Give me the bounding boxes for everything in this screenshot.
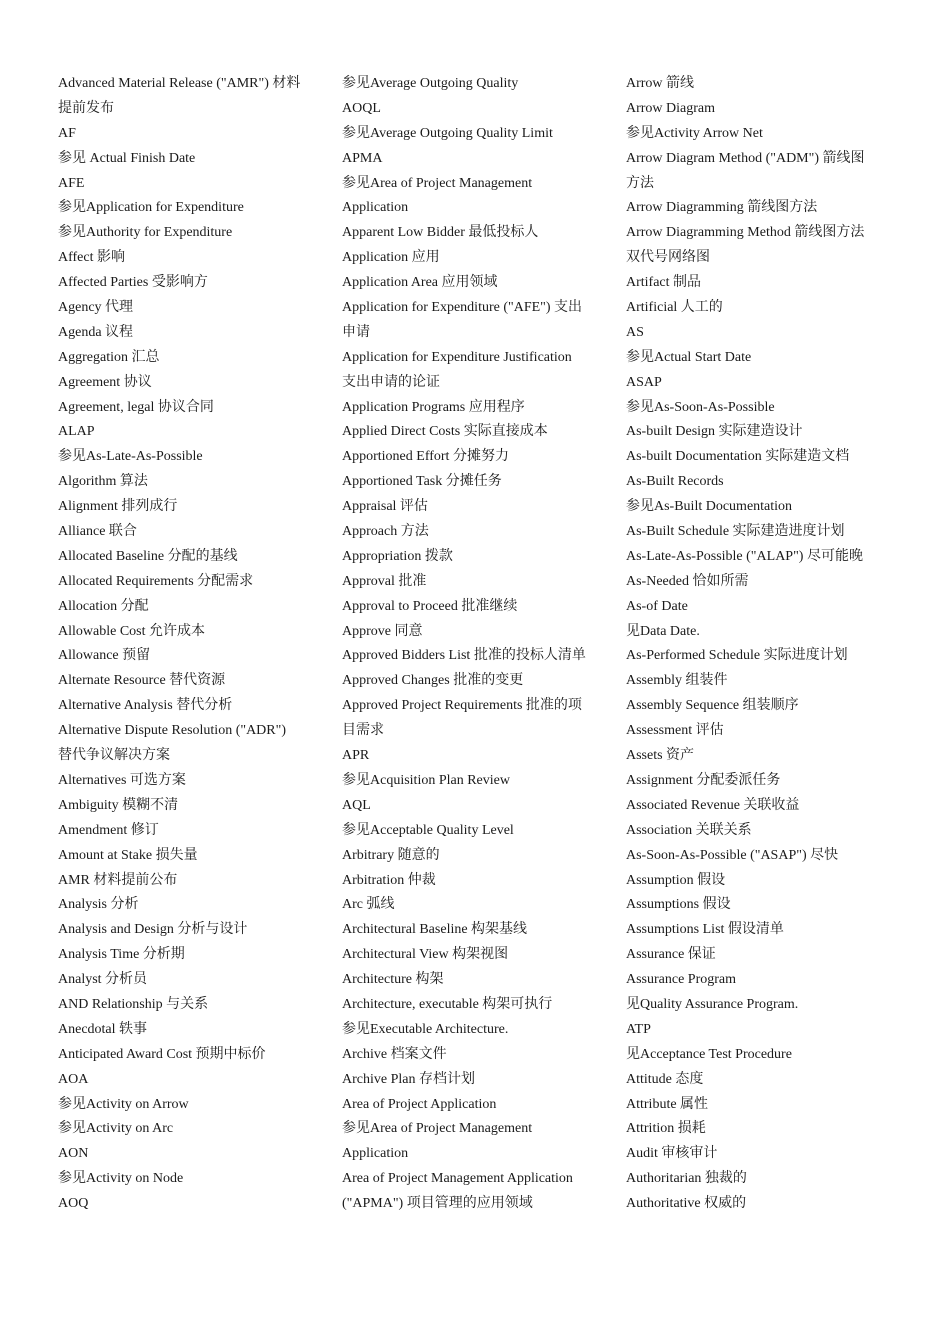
- glossary-line: Associated Revenue 关联收益: [626, 797, 800, 813]
- glossary-line: Application 应用: [342, 250, 440, 266]
- glossary-line: As-built Design 实际建造设计: [626, 424, 803, 440]
- glossary-line: Agreement, legal 协议合同: [58, 399, 214, 415]
- glossary-line: Attitude 态度: [626, 1071, 704, 1087]
- glossary-line: Assumptions List 假设清单: [626, 922, 784, 938]
- glossary-line: Agenda 议程: [58, 324, 134, 340]
- glossary-line: Alliance 联合: [58, 524, 137, 540]
- glossary-line: Assignment 分配委派任务: [626, 772, 781, 788]
- glossary-line: 参见As-Soon-As-Possible: [626, 399, 775, 415]
- glossary-line: 参见Acceptable Quality Level: [342, 822, 514, 838]
- glossary-line: Application for Expenditure ("AFE") 支出: [342, 300, 583, 316]
- glossary-line: ALAP: [58, 424, 95, 440]
- glossary-line: AON: [58, 1146, 89, 1162]
- glossary-line: Agency 代理: [58, 300, 134, 316]
- glossary-line: As-Late-As-Possible ("ALAP") 尽可能晚: [626, 548, 863, 564]
- glossary-line: Arbitrary 随意的: [342, 847, 440, 863]
- glossary-line: Apportioned Task 分摊任务: [342, 474, 502, 490]
- glossary-line: APMA: [342, 150, 383, 166]
- glossary-line: Association 关联关系: [626, 822, 752, 838]
- glossary-line: 参见Application for Expenditure: [58, 200, 244, 216]
- glossary-line: ATP: [626, 1021, 651, 1037]
- glossary-line: 参见Activity on Arc: [58, 1121, 174, 1137]
- glossary-line: Alternate Resource 替代资源: [58, 673, 226, 689]
- glossary-line: ASAP: [626, 374, 662, 390]
- glossary-line: Arbitration 仲裁: [342, 872, 436, 888]
- glossary-line: Assessment 评估: [626, 723, 724, 739]
- glossary-line: 参见Area of Project Management: [342, 1121, 533, 1137]
- glossary-line: Alignment 排列成行: [58, 499, 178, 515]
- glossary-line: Alternatives 可选方案: [58, 772, 186, 788]
- glossary-line: As-Built Schedule 实际建造进度计划: [626, 524, 845, 540]
- glossary-line: 提前发布: [58, 100, 114, 116]
- glossary-line: Anticipated Award Cost 预期中标价: [58, 1046, 266, 1062]
- glossary-line: 参见 Actual Finish Date: [58, 150, 196, 166]
- glossary-line: Application for Expenditure Justification: [342, 349, 572, 365]
- glossary-line: Application Programs 应用程序: [342, 399, 525, 415]
- glossary-line: AF: [58, 125, 76, 141]
- glossary-line: Approach 方法: [342, 524, 429, 540]
- glossary-line: As-Soon-As-Possible ("ASAP") 尽快: [626, 847, 839, 863]
- glossary-line: Application: [342, 1146, 409, 1162]
- glossary-line: AND Relationship 与关系: [58, 996, 209, 1012]
- glossary-line: Applied Direct Costs 实际直接成本: [342, 424, 548, 440]
- glossary-line: Approved Project Requirements 批准的项: [342, 698, 582, 714]
- glossary-line: Architectural View 构架视图: [342, 947, 509, 963]
- glossary-line: AFE: [58, 175, 85, 191]
- glossary-column-1: [58, 72, 328, 1217]
- glossary-line: 申请: [342, 324, 370, 340]
- glossary-line: AOQ: [58, 1196, 89, 1212]
- glossary-line: 见Quality Assurance Program.: [626, 996, 799, 1012]
- glossary-line: Analysis 分析: [58, 897, 139, 913]
- glossary-line: Affected Parties 受影响方: [58, 275, 208, 291]
- glossary-line: As-Built Records: [626, 474, 724, 490]
- glossary-line: Approval to Proceed 批准继续: [342, 598, 518, 614]
- glossary-line: APR: [342, 748, 370, 764]
- glossary-line: Advanced Material Release ("AMR") 材料: [58, 76, 301, 91]
- glossary-line: Assumptions 假设: [626, 897, 731, 913]
- glossary-line: 参见Average Outgoing Quality Limit: [342, 125, 553, 141]
- glossary-line: AOQL: [342, 100, 381, 116]
- glossary-line: Application Area 应用领域: [342, 275, 498, 291]
- glossary-line: Analysis and Design 分析与设计: [58, 922, 248, 938]
- glossary-line: Allocated Requirements 分配需求: [58, 573, 254, 589]
- glossary-line: 目需求: [342, 723, 384, 739]
- glossary-line: Application: [342, 200, 409, 216]
- glossary-line: ("APMA") 项目管理的应用领域: [342, 1196, 533, 1212]
- glossary-line: Archive Plan 存档计划: [342, 1071, 475, 1087]
- glossary-line: Arrow 箭线: [626, 76, 695, 91]
- glossary-line: Arrow Diagramming Method 箭线图方法: [626, 225, 865, 241]
- glossary-line: Analyst 分析员: [58, 972, 148, 988]
- glossary-line: Artifact 制品: [626, 275, 702, 291]
- glossary-line: As-of Date: [626, 598, 688, 614]
- glossary-line: Architecture, executable 构架可执行: [342, 996, 553, 1012]
- glossary-line: Apportioned Effort 分摊努力: [342, 449, 509, 465]
- glossary-line: Allowable Cost 允许成本: [58, 623, 205, 639]
- glossary-line: As-Performed Schedule 实际进度计划: [626, 648, 848, 664]
- glossary-line: Allocated Baseline 分配的基线: [58, 548, 238, 564]
- glossary-line: Approval 批准: [342, 573, 427, 589]
- glossary-line: 参见As-Built Documentation: [626, 499, 793, 515]
- glossary-line: Architectural Baseline 构架基线: [342, 922, 528, 938]
- glossary-line: Approved Bidders List 批准的投标人清单: [342, 648, 586, 664]
- glossary-line: As-built Documentation 实际建造文档: [626, 449, 850, 465]
- glossary-line: AS: [626, 324, 644, 340]
- glossary-line: 替代争议解决方案: [58, 748, 170, 764]
- glossary-line: Aggregation 汇总: [58, 349, 160, 365]
- glossary-line: Approved Changes 批准的变更: [342, 673, 524, 689]
- glossary-line: Attribute 属性: [626, 1096, 709, 1112]
- glossary-line: Alternative Analysis 替代分析: [58, 698, 233, 714]
- glossary-line: AOA: [58, 1071, 89, 1087]
- glossary-line: Allowance 预留: [58, 648, 151, 664]
- glossary-line: Assurance 保证: [626, 947, 716, 963]
- glossary-line: Appropriation 拨款: [342, 548, 453, 564]
- glossary-line: Audit 审核审计: [626, 1146, 718, 1162]
- glossary-line: Amount at Stake 损失量: [58, 847, 198, 863]
- glossary-line: Assembly Sequence 组装顺序: [626, 698, 799, 714]
- glossary-line: 见Acceptance Test Procedure: [626, 1046, 792, 1062]
- glossary-line: Authoritative 权威的: [626, 1196, 747, 1212]
- glossary-line: As-Needed 恰如所需: [626, 573, 749, 589]
- glossary-line: Architecture 构架: [342, 972, 444, 988]
- glossary-line: 参见As-Late-As-Possible: [58, 449, 203, 465]
- glossary-line: Affect 影响: [58, 250, 125, 266]
- glossary-line: 参见Acquisition Plan Review: [342, 772, 510, 788]
- glossary-line: Arrow Diagram Method ("ADM") 箭线图: [626, 150, 865, 166]
- glossary-line: 双代号网络图: [626, 250, 710, 266]
- glossary-line: Alternative Dispute Resolution ("ADR"): [58, 723, 287, 739]
- glossary-line: 参见Average Outgoing Quality: [342, 76, 519, 91]
- glossary-line: 参见Actual Start Date: [626, 349, 752, 365]
- glossary-line: Amendment 修订: [58, 822, 159, 838]
- glossary-line: 参见Authority for Expenditure: [58, 225, 233, 241]
- glossary-line: Artificial 人工的: [626, 300, 723, 316]
- glossary-line: Agreement 协议: [58, 374, 152, 390]
- glossary-line: 方法: [626, 175, 654, 191]
- glossary-line: Arrow Diagram: [626, 100, 716, 116]
- glossary-line: Algorithm 算法: [58, 474, 148, 490]
- glossary-line: Apparent Low Bidder 最低投标人: [342, 225, 539, 241]
- glossary-line: 参见Activity on Arrow: [58, 1096, 189, 1112]
- glossary-line: Assets 资产: [626, 748, 695, 764]
- glossary-line: Analysis Time 分析期: [58, 947, 185, 963]
- glossary-line: Archive 档案文件: [342, 1046, 447, 1062]
- glossary-line: Appraisal 评估: [342, 499, 428, 515]
- glossary-line: 支出申请的论证: [342, 374, 440, 390]
- glossary-line: AQL: [342, 797, 371, 813]
- glossary-line: Assumption 假设: [626, 872, 726, 888]
- glossary-line: Allocation 分配: [58, 598, 149, 614]
- glossary-line: 参见Executable Architecture.: [342, 1021, 509, 1037]
- glossary-line: 见Data Date.: [626, 623, 700, 639]
- glossary-line: Attrition 损耗: [626, 1121, 706, 1137]
- glossary-line: AMR 材料提前公布: [58, 872, 178, 888]
- glossary-line: Authoritarian 独裁的: [626, 1171, 747, 1187]
- glossary-line: 参见Area of Project Management: [342, 175, 533, 191]
- glossary-line: Approve 同意: [342, 623, 423, 639]
- glossary-line: 参见Activity on Node: [58, 1171, 184, 1187]
- glossary-line: Arrow Diagramming 箭线图方法: [626, 200, 818, 216]
- glossary-line: Ambiguity 模糊不清: [58, 797, 179, 813]
- glossary-line: Area of Project Application: [342, 1096, 497, 1112]
- glossary-line: Assurance Program: [626, 972, 737, 988]
- glossary-line: Arc 弧线: [342, 897, 395, 913]
- glossary-column-2: [342, 72, 612, 1217]
- glossary-column-3: [626, 72, 896, 1217]
- glossary-line: Assembly 组装件: [626, 673, 728, 689]
- glossary-line: Area of Project Management Application: [342, 1171, 573, 1187]
- glossary-line: 参见Activity Arrow Net: [626, 125, 763, 141]
- glossary-line: Anecdotal 轶事: [58, 1021, 148, 1037]
